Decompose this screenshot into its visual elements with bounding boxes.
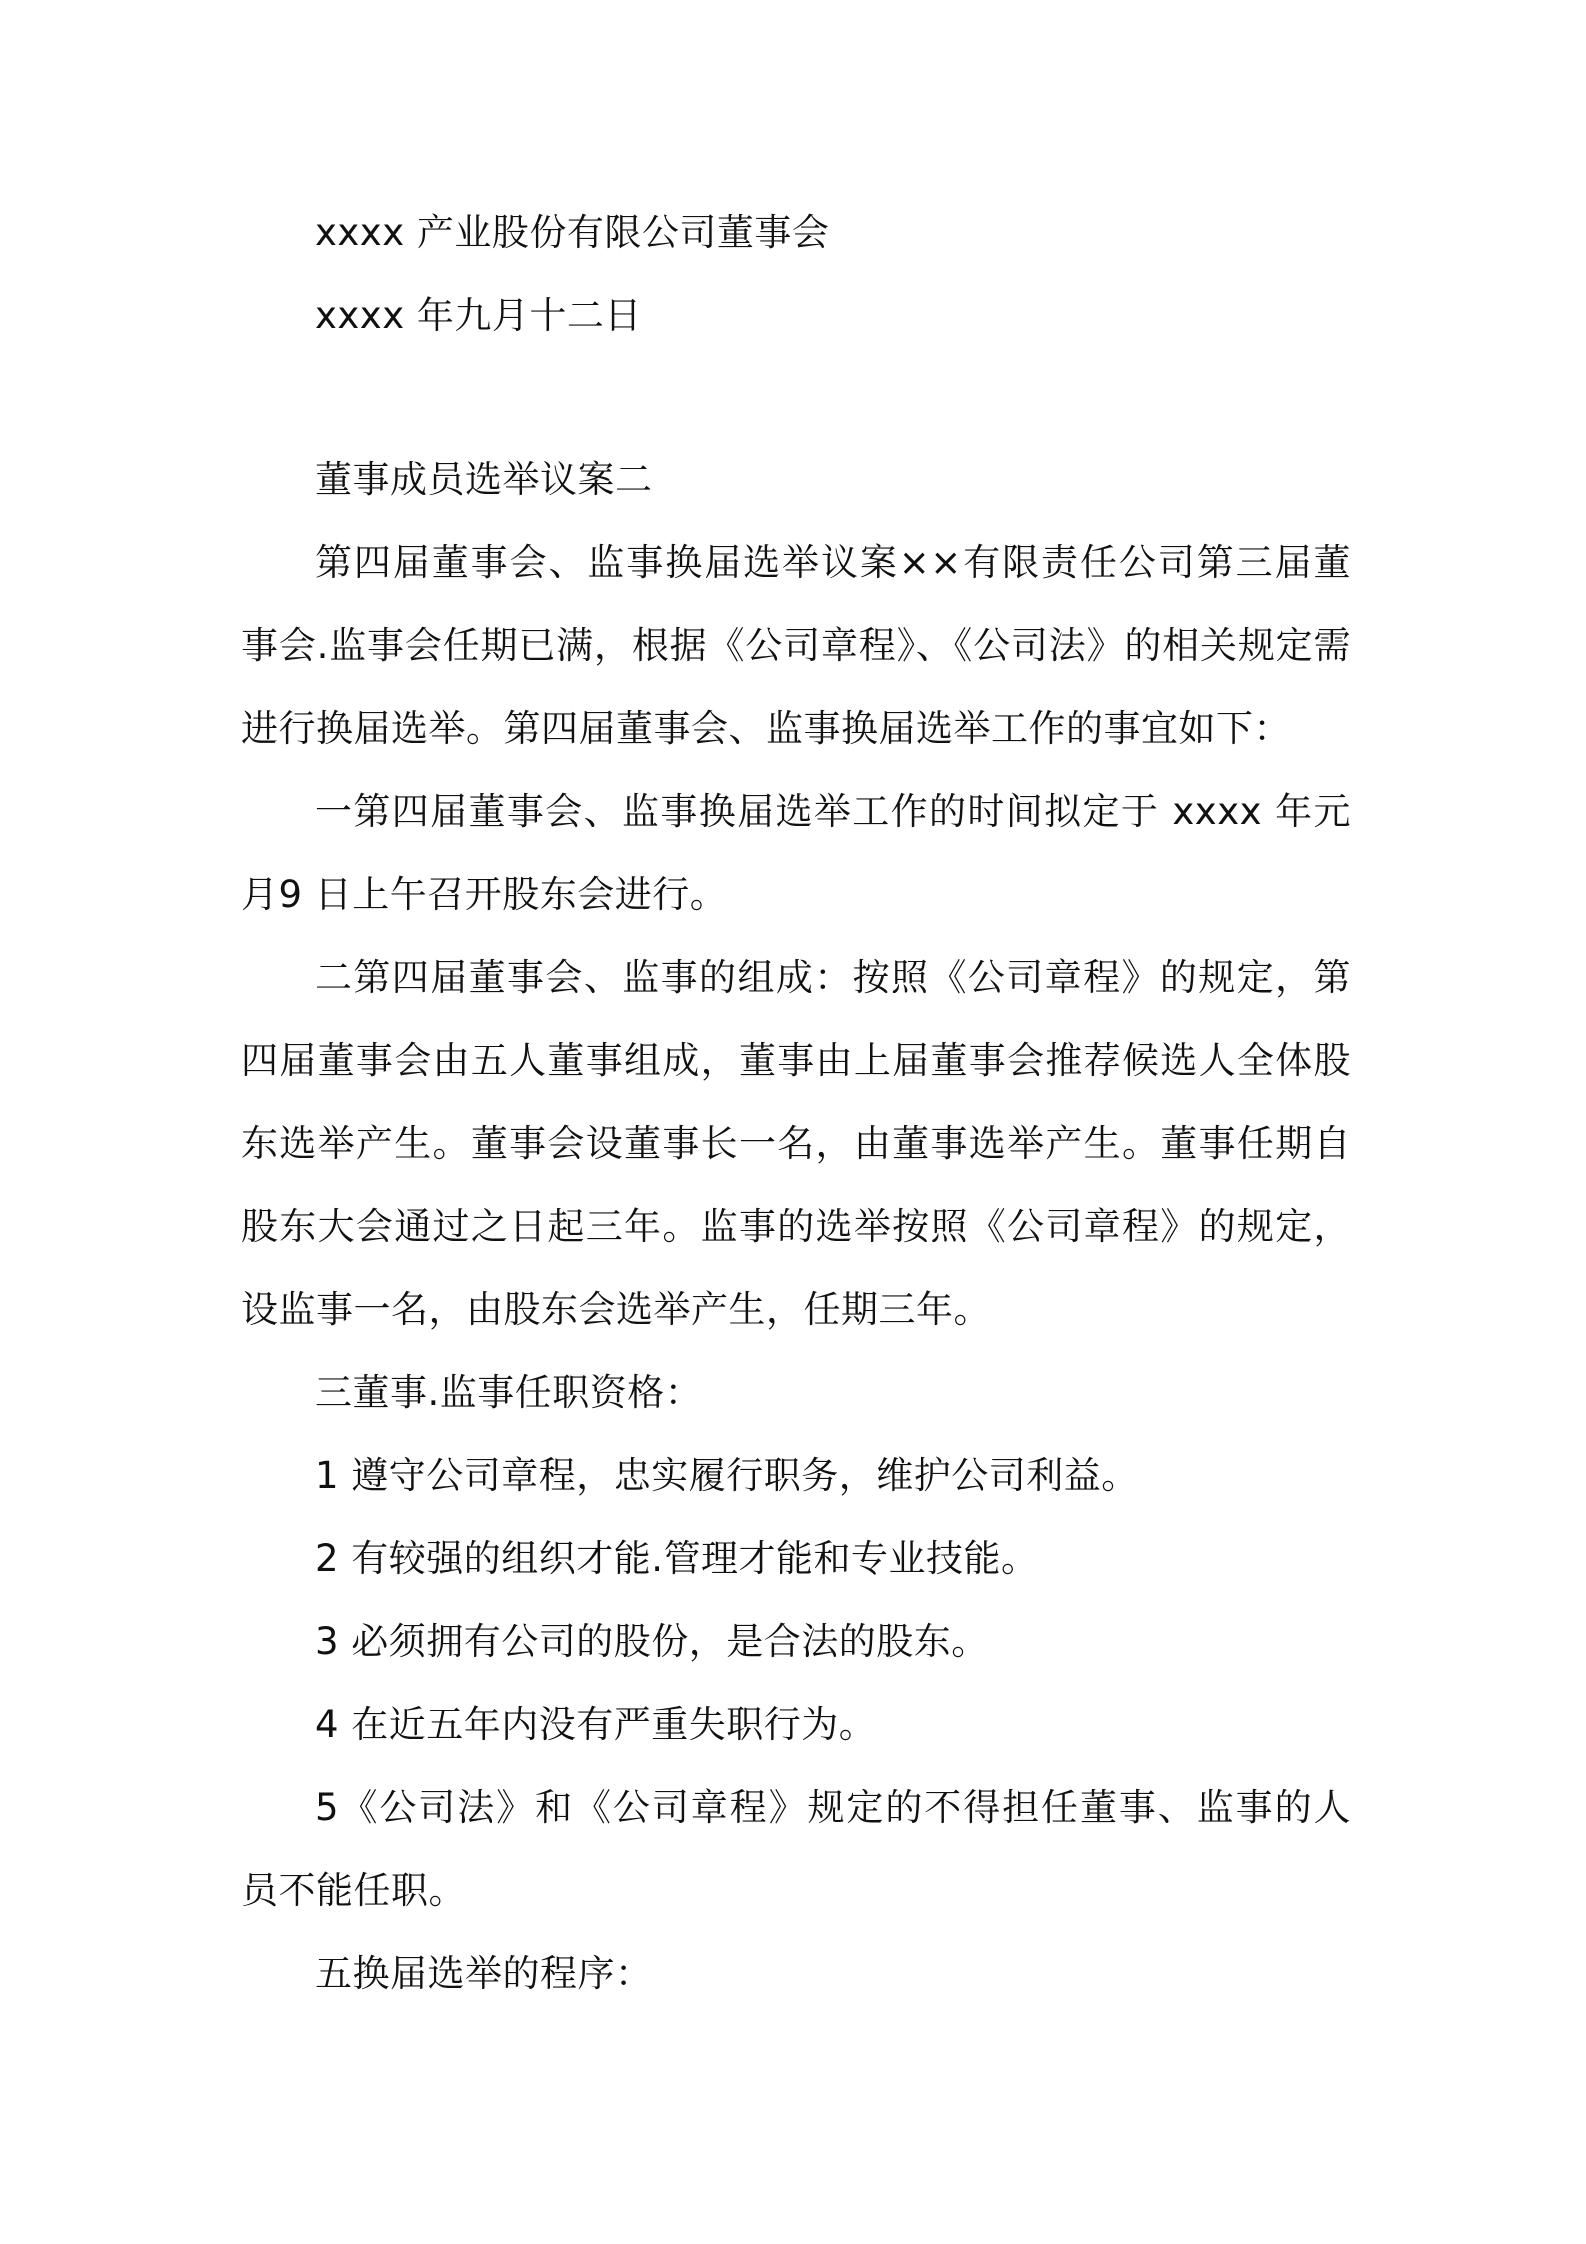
document-title: 董事成员选举议案二: [315, 458, 653, 501]
qualification-item: 1 遵守公司章程，忠实履行职务，维护公司利益。: [315, 1454, 1139, 1497]
signature-date: xxxx 年九月十二日: [315, 294, 642, 337]
qualification-item: 2 有较强的组织才能.管理才能和专业技能。: [315, 1537, 1039, 1580]
qualification-item: 5《公司法》和《公司章程》规定的不得担任董事、监事的人员不能任职。: [241, 1786, 1351, 1912]
qualifications-heading: 三董事.监事任职资格：: [315, 1371, 703, 1414]
signature-company: xxxx 产业股份有限公司董事会: [315, 211, 830, 254]
schedule-paragraph: 一第四届董事会、监事换届选举工作的时间拟定于 xxxx 年元月9 日上午召开股东会进行。: [241, 790, 1351, 916]
composition-paragraph: 二第四届董事会、监事的组成：按照《公司章程》的规定，第四届董事会由五人董事组成，董事由上届董事会推荐候选人全体股东选举产生。董事会设董事长一名，由董事选举产生。董事任期自股东大会通过之日起三年。监事的选举按照《公司章程》的规定，设监事一名，由股东会选举产生，任期三年。: [241, 956, 1351, 1331]
qualification-item: 3 必须拥有公司的股份，是合法的股东。: [315, 1620, 989, 1663]
qualification-item: 4 在近五年内没有严重失职行为。: [315, 1703, 877, 1746]
intro-paragraph: 第四届董事会、监事换届选举议案××有限责任公司第三届董事会.监事会任期已满，根据《公司章程》、《公司法》的相关规定需进行换届选举。第四届董事会、监事换届选举工作的事宜如下：: [241, 541, 1351, 750]
procedure-heading: 五换届选举的程序：: [315, 1952, 653, 1995]
